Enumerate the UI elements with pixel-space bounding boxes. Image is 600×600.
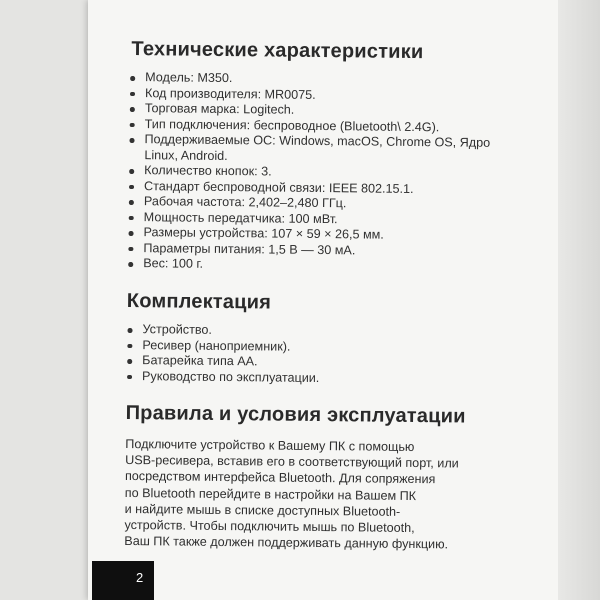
spec-item-connection: Тип подключения: беспроводное (Bluetooth\ 2.4G). [129,116,505,135]
spec-item-brand: Торговая марка: Logitech. [129,101,505,120]
kit-item-manual: Руководство по эксплуатации. [126,368,319,386]
rules-line: по Bluetooth перейдите в настройки на Вашем ПК [124,485,417,503]
rules-line: USB-ресивера, вставив его в соответствующий порт, или [125,453,459,471]
right-edge-shadow [558,0,600,600]
kit-item-battery: Батарейка типа АА. [126,353,319,371]
kit-heading: Комплектация [126,289,272,314]
spec-item-model: Модель: M350. [129,70,505,89]
rules-paragraph [124,436,497,553]
spec-item-buttons: Количество кнопок: 3. [128,163,504,182]
spec-item-power-output: Мощность передатчика: 100 мВт. [128,209,504,228]
spec-item-standard: Стандарт беспроводной связи: IEEE 802.15.1. [128,178,504,197]
kit-list [126,322,320,386]
page-number: 2 [136,570,144,585]
rules-line: устройств. Чтобы подключить мышь по Bluetooth, [124,517,415,536]
rules-line: Ваш ПК также должен поддерживать данную функцию. [124,534,449,552]
spec-item-dimensions: Размеры устройства: 107 × 59 × 26,5 мм. [127,225,503,244]
kit-item-receiver: Ресивер (наноприемник). [126,337,319,355]
spec-item-weight: Вес: 100 г. [127,256,503,275]
specs-heading: Технические характеристики [131,38,424,64]
spec-item-code: Код производителя: MR0075. [129,85,505,104]
rules-line: и найдите мышь в списке доступных Bluetooth- [124,501,401,519]
rules-line: посредством интерфейса Bluetooth. Для сопряжения [124,469,436,487]
rules-heading: Правила и условия эксплуатации [125,401,466,428]
specs-list [127,70,505,275]
spec-item-power-supply: Параметры питания: 1,5 В — 30 мА. [127,240,503,259]
spec-item-frequency: Рабочая частота: 2,402–2,480 ГГц. [128,194,504,213]
spec-item-os: Поддерживаемые ОС: Windows, macOS, Chrome OS, Ядро Linux, Android. [128,132,504,167]
rules-line: Подключите устройство к Вашему ПК с помощью [125,436,415,455]
kit-item-device: Устройство. [126,322,319,340]
page-number-tab [92,561,154,600]
